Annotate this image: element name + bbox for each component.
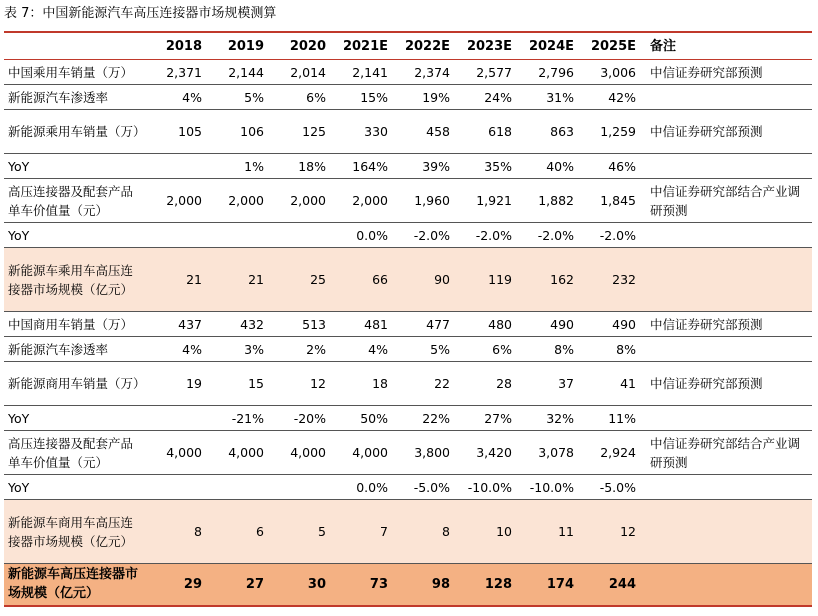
value-cell bbox=[148, 223, 206, 248]
note-cell bbox=[640, 337, 812, 362]
value-cell: 4,000 bbox=[148, 431, 206, 475]
row-label: 新能源商用车销量（万） bbox=[4, 362, 148, 406]
value-cell: 106 bbox=[206, 110, 268, 154]
note-cell bbox=[640, 406, 812, 431]
table-row bbox=[4, 475, 812, 500]
value-cell: 39% bbox=[392, 154, 454, 179]
header-year: 2023E bbox=[454, 32, 516, 60]
value-cell: 41 bbox=[578, 362, 640, 406]
value-cell: 27 bbox=[206, 564, 268, 606]
value-cell: 11 bbox=[516, 500, 578, 564]
value-cell: 1,921 bbox=[454, 179, 516, 223]
value-cell: 4% bbox=[148, 85, 206, 110]
header-year: 2025E bbox=[578, 32, 640, 60]
value-cell: 4% bbox=[330, 337, 392, 362]
value-cell: 15% bbox=[330, 85, 392, 110]
header-year: 2018 bbox=[148, 32, 206, 60]
value-cell: 98 bbox=[392, 564, 454, 606]
row-label: YoY bbox=[4, 154, 148, 179]
table-row bbox=[4, 406, 812, 431]
value-cell: 5% bbox=[392, 337, 454, 362]
value-cell: 28 bbox=[454, 362, 516, 406]
value-cell: 119 bbox=[454, 248, 516, 312]
table-row bbox=[4, 110, 812, 154]
value-cell: 42% bbox=[578, 85, 640, 110]
value-cell: 6% bbox=[454, 337, 516, 362]
value-cell bbox=[206, 223, 268, 248]
header-year: 2019 bbox=[206, 32, 268, 60]
value-cell: 330 bbox=[330, 110, 392, 154]
value-cell: 31% bbox=[516, 85, 578, 110]
value-cell: 18 bbox=[330, 362, 392, 406]
value-cell: 22 bbox=[392, 362, 454, 406]
row-label: 新能源车商用车高压连接器市场规模（亿元） bbox=[4, 500, 148, 564]
note-cell: 中信证券研究部预测 bbox=[640, 110, 812, 154]
value-cell bbox=[148, 475, 206, 500]
value-cell: 232 bbox=[578, 248, 640, 312]
note-cell bbox=[640, 500, 812, 564]
header-year: 2024E bbox=[516, 32, 578, 60]
value-cell: 4,000 bbox=[206, 431, 268, 475]
value-cell: -10.0% bbox=[454, 475, 516, 500]
value-cell: 0.0% bbox=[330, 223, 392, 248]
note-cell: 中信证券研究部预测 bbox=[640, 60, 812, 85]
value-cell: 1,960 bbox=[392, 179, 454, 223]
value-cell: 50% bbox=[330, 406, 392, 431]
value-cell: 481 bbox=[330, 312, 392, 337]
value-cell: 66 bbox=[330, 248, 392, 312]
note-cell: 中信证券研究部预测 bbox=[640, 362, 812, 406]
note-cell bbox=[640, 248, 812, 312]
value-cell: 12 bbox=[578, 500, 640, 564]
value-cell: 5% bbox=[206, 85, 268, 110]
value-cell: 477 bbox=[392, 312, 454, 337]
value-cell: 73 bbox=[330, 564, 392, 606]
value-cell: 2,371 bbox=[148, 60, 206, 85]
row-label: 中国乘用车销量（万） bbox=[4, 60, 148, 85]
value-cell: -20% bbox=[268, 406, 330, 431]
header-row bbox=[4, 32, 812, 60]
value-cell: 105 bbox=[148, 110, 206, 154]
value-cell bbox=[268, 223, 330, 248]
row-label: YoY bbox=[4, 223, 148, 248]
value-cell bbox=[148, 154, 206, 179]
value-cell: -2.0% bbox=[516, 223, 578, 248]
table-row bbox=[4, 362, 812, 406]
table-row bbox=[4, 312, 812, 337]
value-cell: 21 bbox=[148, 248, 206, 312]
value-cell: 1,845 bbox=[578, 179, 640, 223]
table-row bbox=[4, 337, 812, 362]
header-label-cell bbox=[4, 32, 148, 60]
value-cell: 3,800 bbox=[392, 431, 454, 475]
table-row bbox=[4, 431, 812, 475]
value-cell: -2.0% bbox=[392, 223, 454, 248]
value-cell: 458 bbox=[392, 110, 454, 154]
value-cell: 8% bbox=[516, 337, 578, 362]
value-cell: 1% bbox=[206, 154, 268, 179]
value-cell: 18% bbox=[268, 154, 330, 179]
value-cell: -5.0% bbox=[392, 475, 454, 500]
value-cell: 2,144 bbox=[206, 60, 268, 85]
value-cell: 19% bbox=[392, 85, 454, 110]
value-cell: 90 bbox=[392, 248, 454, 312]
value-cell: 1,259 bbox=[578, 110, 640, 154]
value-cell: 432 bbox=[206, 312, 268, 337]
value-cell: 128 bbox=[454, 564, 516, 606]
value-cell: 125 bbox=[268, 110, 330, 154]
value-cell: 1,882 bbox=[516, 179, 578, 223]
value-cell: 10 bbox=[454, 500, 516, 564]
value-cell: 2,577 bbox=[454, 60, 516, 85]
value-cell: 2,000 bbox=[268, 179, 330, 223]
value-cell: 618 bbox=[454, 110, 516, 154]
value-cell: -10.0% bbox=[516, 475, 578, 500]
value-cell: 22% bbox=[392, 406, 454, 431]
value-cell: 2,000 bbox=[206, 179, 268, 223]
value-cell: 437 bbox=[148, 312, 206, 337]
note-cell bbox=[640, 564, 812, 606]
value-cell: 2,014 bbox=[268, 60, 330, 85]
value-cell: 6% bbox=[268, 85, 330, 110]
row-label: YoY bbox=[4, 406, 148, 431]
value-cell: 3% bbox=[206, 337, 268, 362]
value-cell: 40% bbox=[516, 154, 578, 179]
value-cell: 24% bbox=[454, 85, 516, 110]
row-label: 新能源车高压连接器市场规模（亿元） bbox=[4, 564, 148, 606]
value-cell: 164% bbox=[330, 154, 392, 179]
value-cell: 4,000 bbox=[268, 431, 330, 475]
value-cell: 490 bbox=[516, 312, 578, 337]
market-size-table bbox=[4, 31, 812, 607]
value-cell bbox=[268, 475, 330, 500]
value-cell: 174 bbox=[516, 564, 578, 606]
value-cell: 490 bbox=[578, 312, 640, 337]
value-cell: 2% bbox=[268, 337, 330, 362]
value-cell: 46% bbox=[578, 154, 640, 179]
row-label: 新能源车乘用车高压连接器市场规模（亿元） bbox=[4, 248, 148, 312]
value-cell: 30 bbox=[268, 564, 330, 606]
note-cell: 中信证券研究部结合产业调研预测 bbox=[640, 179, 812, 223]
value-cell: 8 bbox=[148, 500, 206, 564]
value-cell: 513 bbox=[268, 312, 330, 337]
value-cell: 0.0% bbox=[330, 475, 392, 500]
value-cell: 29 bbox=[148, 564, 206, 606]
table-row bbox=[4, 85, 812, 110]
value-cell: 12 bbox=[268, 362, 330, 406]
value-cell: 244 bbox=[578, 564, 640, 606]
row-label: 新能源汽车渗透率 bbox=[4, 337, 148, 362]
table-row bbox=[4, 248, 812, 312]
header-year: 2022E bbox=[392, 32, 454, 60]
value-cell: 2,924 bbox=[578, 431, 640, 475]
value-cell: 480 bbox=[454, 312, 516, 337]
value-cell: 8 bbox=[392, 500, 454, 564]
value-cell: 3,078 bbox=[516, 431, 578, 475]
note-cell bbox=[640, 154, 812, 179]
value-cell: 2,000 bbox=[330, 179, 392, 223]
value-cell: 37 bbox=[516, 362, 578, 406]
row-label: 高压连接器及配套产品单车价值量（元） bbox=[4, 431, 148, 475]
value-cell: 2,141 bbox=[330, 60, 392, 85]
value-cell: 11% bbox=[578, 406, 640, 431]
row-label: YoY bbox=[4, 475, 148, 500]
header-year: 2020 bbox=[268, 32, 330, 60]
note-cell bbox=[640, 475, 812, 500]
table-body bbox=[4, 60, 812, 606]
note-cell: 中信证券研究部预测 bbox=[640, 312, 812, 337]
value-cell: 3,420 bbox=[454, 431, 516, 475]
value-cell bbox=[206, 475, 268, 500]
value-cell: 7 bbox=[330, 500, 392, 564]
value-cell: 5 bbox=[268, 500, 330, 564]
row-label: 新能源汽车渗透率 bbox=[4, 85, 148, 110]
header-year: 2021E bbox=[330, 32, 392, 60]
table-row bbox=[4, 154, 812, 179]
value-cell: 19 bbox=[148, 362, 206, 406]
note-cell bbox=[640, 223, 812, 248]
value-cell: 6 bbox=[206, 500, 268, 564]
row-label: 高压连接器及配套产品单车价值量（元） bbox=[4, 179, 148, 223]
value-cell: 21 bbox=[206, 248, 268, 312]
value-cell: 32% bbox=[516, 406, 578, 431]
table-row bbox=[4, 500, 812, 564]
table-row bbox=[4, 564, 812, 606]
note-cell bbox=[640, 85, 812, 110]
row-label: 中国商用车销量（万） bbox=[4, 312, 148, 337]
value-cell: 2,000 bbox=[148, 179, 206, 223]
table-row bbox=[4, 179, 812, 223]
value-cell: 3,006 bbox=[578, 60, 640, 85]
value-cell bbox=[148, 406, 206, 431]
value-cell: 15 bbox=[206, 362, 268, 406]
row-label: 新能源乘用车销量（万） bbox=[4, 110, 148, 154]
value-cell: -5.0% bbox=[578, 475, 640, 500]
table-caption: 表 7：中国新能源汽车高压连接器市场规模测算 bbox=[4, 6, 277, 21]
value-cell: 4% bbox=[148, 337, 206, 362]
value-cell: 8% bbox=[578, 337, 640, 362]
value-cell: 2,374 bbox=[392, 60, 454, 85]
value-cell: 863 bbox=[516, 110, 578, 154]
note-cell: 中信证券研究部结合产业调研预测 bbox=[640, 431, 812, 475]
value-cell: -2.0% bbox=[578, 223, 640, 248]
value-cell: 162 bbox=[516, 248, 578, 312]
value-cell: -21% bbox=[206, 406, 268, 431]
value-cell: 4,000 bbox=[330, 431, 392, 475]
header-note: 备注 bbox=[640, 32, 812, 60]
value-cell: -2.0% bbox=[454, 223, 516, 248]
value-cell: 25 bbox=[268, 248, 330, 312]
value-cell: 2,796 bbox=[516, 60, 578, 85]
table-row bbox=[4, 223, 812, 248]
value-cell: 35% bbox=[454, 154, 516, 179]
table-row bbox=[4, 60, 812, 85]
value-cell: 27% bbox=[454, 406, 516, 431]
